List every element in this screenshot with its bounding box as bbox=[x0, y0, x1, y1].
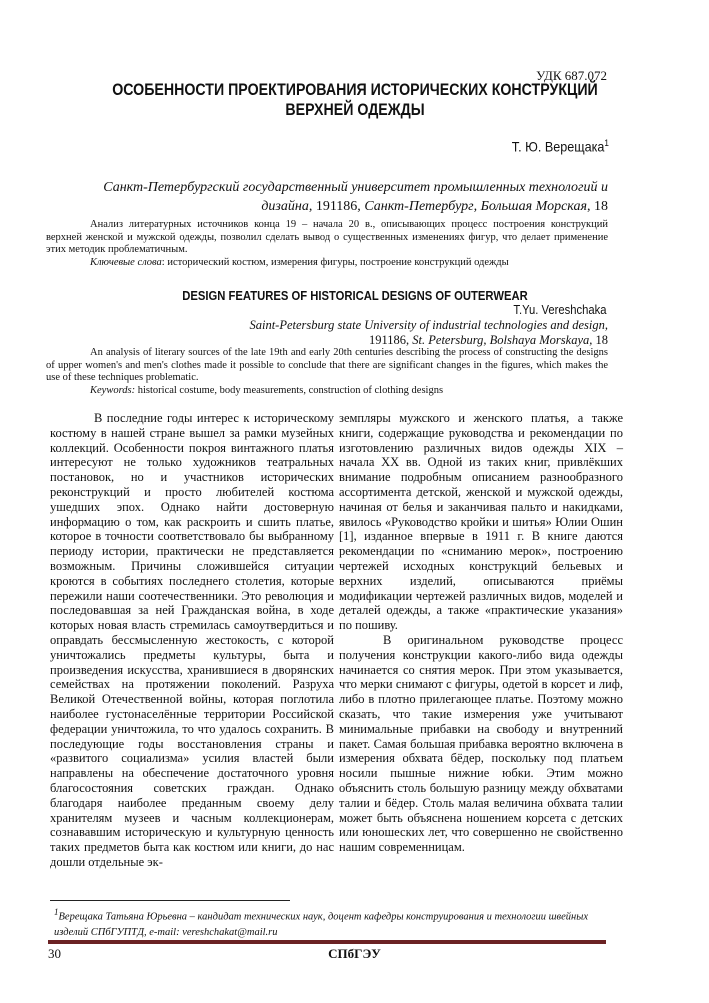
author-ru bbox=[512, 138, 609, 155]
affiliation-en-street: St. Petersburg, Bolshaya Morskaya, bbox=[412, 333, 593, 347]
keywords-en-label: Keywords: bbox=[90, 384, 136, 396]
affiliation-ru-university: Санкт-Петербургский государственный университет промышленных технологий и дизайна bbox=[103, 180, 608, 214]
udk-code: УДК 687.072 bbox=[536, 68, 607, 83]
keywords-ru-label: Ключевые слова bbox=[90, 256, 162, 268]
abstract-en bbox=[46, 347, 608, 397]
abstract-ru-text: Анализ литературных источников конца 19 – начала 20 в., описывающих процесс построения конструкций верхней женской и мужской одежды, позволил сделать вывод о существенных изменениях фигур, что делает применение этих методик проблематичным. bbox=[46, 219, 608, 256]
body-paragraph: земпляры мужского и женского платья, а также книги, содержащие руководства и рекомендации по изготовлению различных видов одежды XIX – начала XX вв. Одной из таких книг, привлёкших внимание подробным описанием разнообразного ассортимента детской, женской и мужской одежды, начиная от белья и заканчивая пальто и накидками, явилось «Руководство кройки и шитья» Юлии Ошин [1], изданное впервые в 1911 г. В книге даются рекомендации по «сниманию мерок», построению чертежей исходных конструкций бельевых и верхних изделий, описываются приёмы модификации чертежей различных видов, моделей и деталей одежды, а также «практические указания» по пошиву. bbox=[339, 411, 623, 633]
article-title-ru: ОСОБЕННОСТИ ПРОЕКТИРОВАНИЯ ИСТОРИЧЕСКИХ КОНСТРУКЦИЙ ВЕРХНЕЙ ОДЕЖДЫ bbox=[112, 81, 598, 119]
body-paragraph: В последние годы интерес к историческому костюму в нашей стране вышел за рамки музейных коллекций. Особенности покроя винтажного платья интересуют не только художников театральных постановок, но и участников исторических реконструкций и просто любителей костюма ушедших эпох. Однако найти достоверную информацию о том, как раскроить и сшить платье, которое в точности соответствовало бы выбранному периоду истории, практически не представляется возможным. Причины сложившейся ситуации кроются в событиях последнего столетия, которые пережили наши соотечественники. Это революция и последовавшая за ней Гражданская война, в ходе которых новая власть стремилась самоутвердиться и оправдать бессмысленную жестокость, с которой уничтожались предметы культуры, быта и произведения искусства, хранившиеся в дворянских семействах на протяжении поколений. Разруха Великой Отечественной войны, которая поглотила наиболее густонаселённые территории Российской федерации уничтожила, то что удалось сохранить. В последующие годы восстановления страны и «развитого социализма» усилия властей были направлены на обеспечение достаточного уровня благосостояния советских граждан. Однако благодаря наиболее преданным своему делу хранителям музеев и часным коллекционерам, сознававшим историческую и культурную ценность таких предметов быта как костюм или книги, до нас дошли отдельные эк- bbox=[50, 411, 334, 869]
page-number: 30 bbox=[48, 946, 61, 961]
affiliation-ru-postcode: , 191186, bbox=[308, 199, 365, 214]
footer-bar bbox=[48, 940, 606, 944]
body-column-right bbox=[339, 411, 623, 855]
affiliation-en-house: 18 bbox=[592, 333, 608, 347]
keywords-ru-list: : исторический костюм, измерения фигуры, построение конструкций одежды bbox=[161, 256, 509, 268]
footnote-divider bbox=[50, 900, 290, 901]
affiliation-ru-street: Санкт-Петербург, Большая Морская bbox=[364, 199, 587, 214]
footnote bbox=[54, 905, 616, 940]
keywords-ru bbox=[46, 257, 608, 270]
body-column-left bbox=[50, 411, 334, 870]
keywords-en-list: historical costume, body measurements, construction of clothing designs bbox=[135, 384, 444, 396]
article-title-en: DESIGN FEATURES OF HISTORICAL DESIGNS OF OUTERWEAR bbox=[182, 289, 528, 303]
footnote-mark: 1 bbox=[54, 907, 59, 917]
footnote-mark: 1 bbox=[604, 138, 609, 148]
author-en: T.Yu. Vereshchaka bbox=[513, 303, 607, 317]
author-name-ru: Т. Ю. Верещака bbox=[511, 138, 605, 155]
affiliation-en-postcode: 191186, bbox=[369, 333, 413, 347]
affiliation-ru-house: , 18 bbox=[587, 199, 608, 214]
affiliation-en bbox=[60, 318, 608, 348]
footnote-text: Верещака Татьяна Юрьевна – кандидат технических наук, доцент кафедры конструирования и технологии швейных изделий СПбГУПТД, e-mail: vereshchakat@mail.ru bbox=[54, 911, 589, 938]
affiliation-en-university: Saint-Petersburg state University of industrial technologies and design, bbox=[249, 318, 608, 332]
abstract-ru bbox=[46, 219, 608, 269]
abstract-en-text: An analysis of literary sources of the late 19th and early 20th centuries describing the process of constructing the designs of upper women's and men's clothes made it possible to conclude that there are significant changes in the figures, which makes the use of these techniques problematic. bbox=[46, 347, 608, 384]
affiliation-ru bbox=[60, 178, 608, 216]
body-paragraph: В оригинальном руководстве процесс получения конструкции какого-либо вида одежды начинается со снятия мерок. При этом указывается, что мерки снимают с фигуры, одетой в корсет и лиф, либо в плотно прилегающее платье. Поэтому можно сказать, что такие измерения уже учитывают минимальные прибавки на свободу и внутренний пакет. Самая большая прибавка вероятно включена в измерения обхвата бёдер, поскольку под платьем носили пышные нижние юбки. Этим можно объяснить столь большую разницу между обхватами талии и бёдер. Столь малая величина обхвата талии может быть объяснена ношением корсета с детских или юношеских лет, что совершенно не свойственно нашим современницам. bbox=[339, 632, 623, 855]
keywords-en bbox=[46, 385, 608, 398]
journal-name: СПбГЭУ bbox=[328, 946, 381, 961]
